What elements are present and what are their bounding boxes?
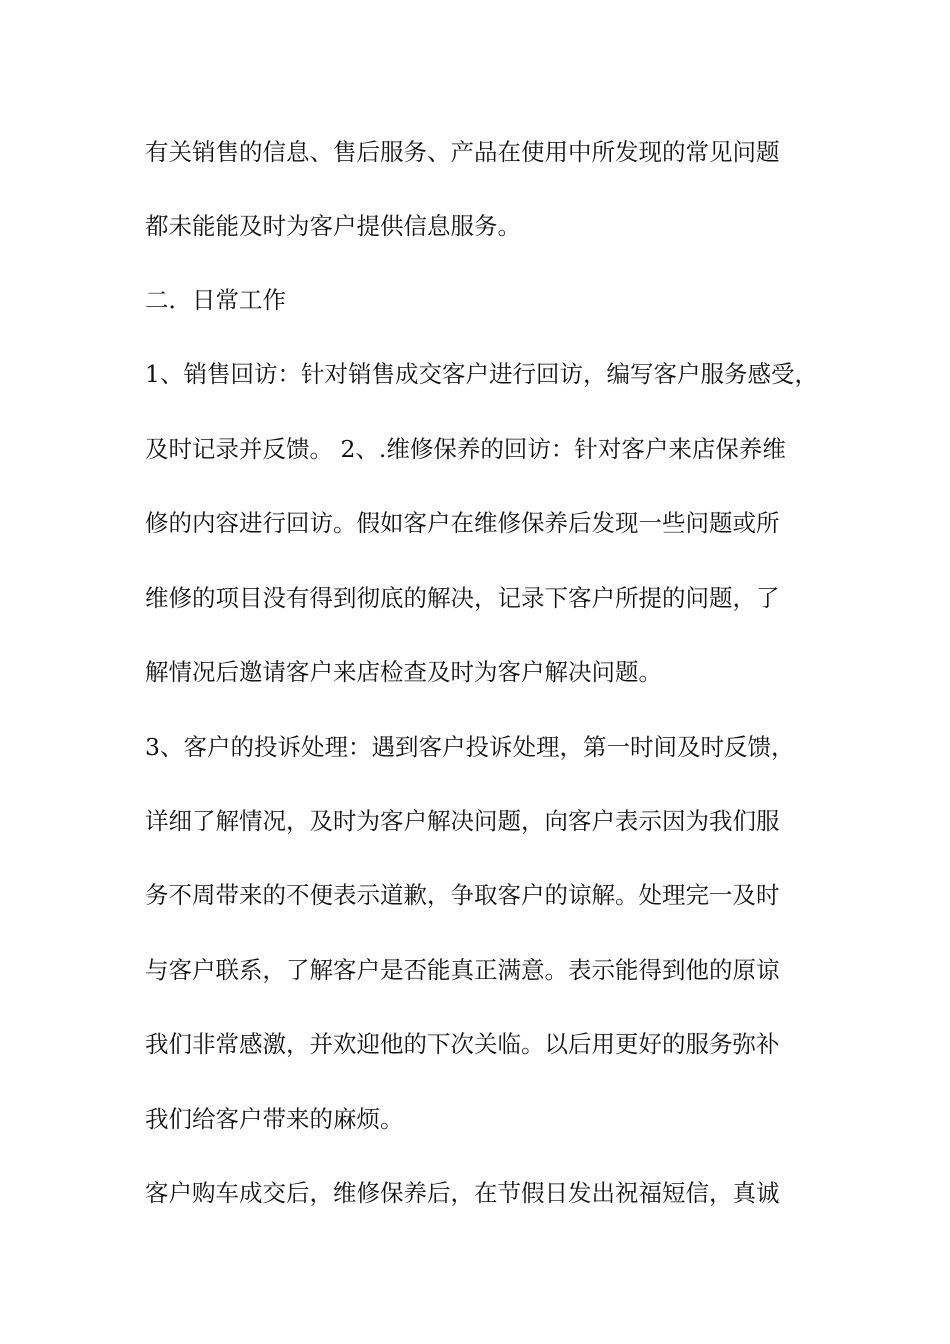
text-line: 详细了解情况，及时为客户解决问题，向客户表示因为我们服 xyxy=(145,807,780,835)
text-line: 3、客户的投诉处理：遇到客户投诉处理，第一时间及时反馈， xyxy=(145,733,795,761)
text-line: 修的内容进行回访。假如客户在维修保养后发现一些问题或所 xyxy=(145,509,780,537)
text-line: 与客户联系，了解客户是否能真正满意。表示能得到他的原谅 xyxy=(145,956,780,984)
text-line: 有关销售的信息、售后服务、产品在使用中所发现的常见问题 xyxy=(145,138,780,166)
text-line: 及时记录并反馈。 2、.维修保养的回访：针对客户来店保养维 xyxy=(145,435,786,463)
text-line: 客户购车成交后，维修保养后，在节假日发出祝福短信，真诚 xyxy=(145,1179,780,1207)
text-line: 我们给客户带来的麻烦。 xyxy=(145,1105,404,1133)
text-line: 解情况后邀请客户来店检查及时为客户解决问题。 xyxy=(145,658,662,686)
text-line: 我们非常感激，并欢迎他的下次关临。以后用更好的服务弥补 xyxy=(145,1030,780,1058)
section-heading: 二．日常工作 xyxy=(145,286,286,314)
text-line: 都未能能及时为客户提供信息服务。 xyxy=(145,212,521,240)
text-line: 维修的项目没有得到彻底的解决，记录下客户所提的问题，了 xyxy=(145,584,780,612)
text-line: 1、销售回访：针对销售成交客户进行回访，编写客户服务感受， xyxy=(145,360,818,388)
text-line: 务不周带来的不便表示道歉，争取客户的谅解。处理完一及时 xyxy=(145,881,780,909)
